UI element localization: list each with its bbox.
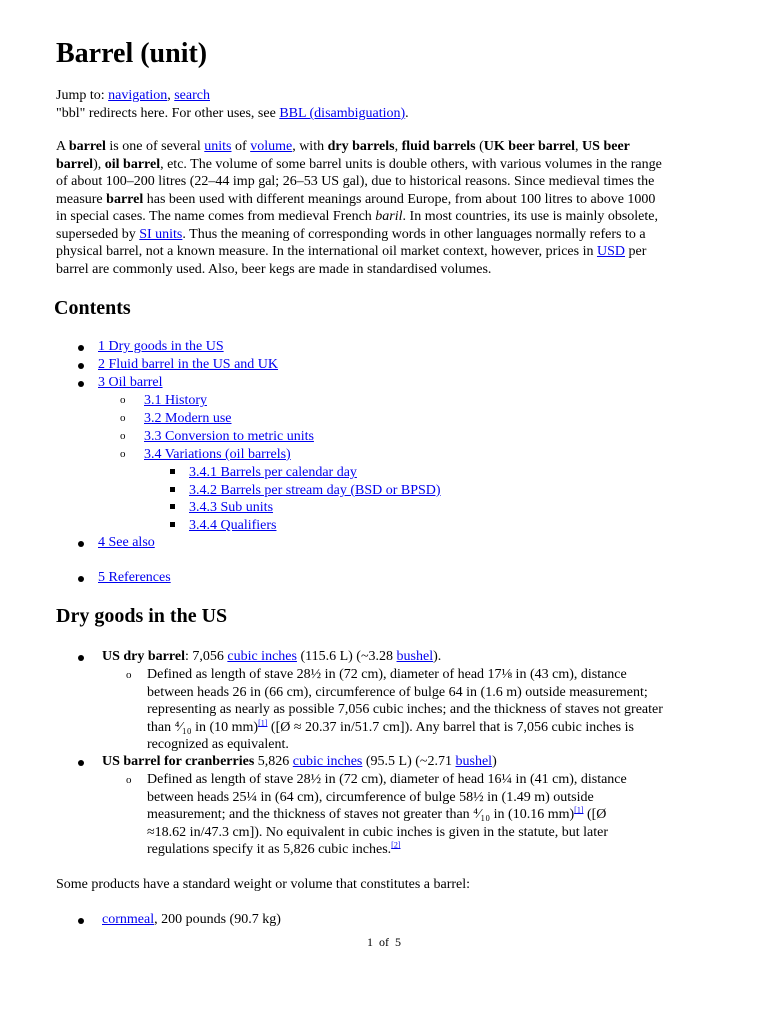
- bold-term: UK beer barrel: [483, 139, 576, 154]
- square-bullet-icon: [170, 504, 175, 509]
- intro-line-1: [56, 138, 712, 156]
- cubic-inches-link[interactable]: cubic inches: [292, 754, 363, 769]
- toc-item-calendar-day[interactable]: 3.4.1 Barrels per calendar day: [189, 465, 357, 480]
- text: 5,826: [254, 754, 293, 769]
- bold-term: barrel: [56, 156, 94, 172]
- circle-bullet-icon: o: [126, 669, 132, 681]
- navigation-link[interactable]: navigation: [108, 88, 168, 103]
- text: ): [492, 754, 497, 769]
- text: ([Ø: [583, 807, 607, 822]
- dry-barrel-def-line-2: between heads 26 in (66 cm), circumference of bulge 64 in (1.6 m) outside measurement;: [147, 685, 648, 700]
- bullet-icon: [78, 363, 84, 369]
- intro-line-5: [56, 208, 712, 226]
- bushel-link[interactable]: bushel: [455, 754, 493, 769]
- intro-line-3: of about 100–200 litres (22–44 imp gal; 26–53 US gal), due to historical reasons. Since medieval times the: [56, 174, 655, 189]
- text: ,: [394, 139, 402, 154]
- cornmeal-item: [102, 911, 281, 929]
- cranberry-def-line-4: ≈18.62 in/47.3 cm]). No equivalent in cubic inches is given in the statute, but later: [147, 825, 609, 840]
- circle-bullet-icon: o: [120, 412, 126, 424]
- intro-line-6: [56, 226, 712, 244]
- bushel-link[interactable]: bushel: [396, 649, 434, 664]
- reference-1-link[interactable]: [1]: [258, 718, 268, 728]
- text: , 200 pounds (90.7 kg): [154, 912, 281, 927]
- text: of: [231, 139, 251, 154]
- page-of: of: [379, 935, 389, 949]
- usd-link[interactable]: USD: [596, 244, 625, 259]
- bbl-disambiguation-link[interactable]: BBL (disambiguation): [279, 106, 406, 121]
- square-bullet-icon: [170, 522, 175, 527]
- bullet-icon: [78, 576, 84, 582]
- bullet-icon: [78, 541, 84, 547]
- reference-2-link[interactable]: [2]: [391, 840, 401, 850]
- page-number: 1: [367, 935, 373, 949]
- units-link[interactable]: units: [204, 139, 232, 154]
- square-bullet-icon: [170, 469, 175, 474]
- text: . Thus the meaning of corresponding words in other languages normally refers to a: [182, 226, 646, 242]
- redirect-note: [56, 105, 409, 123]
- contents-heading: Contents: [54, 297, 131, 319]
- bullet-icon: [78, 345, 84, 351]
- text: , etc. The volume of some barrel units is double others, with various volumes in the range: [160, 156, 662, 172]
- intro-line-2: [56, 156, 712, 174]
- cornmeal-link[interactable]: cornmeal: [102, 912, 155, 927]
- toc-item-references[interactable]: 5 References: [98, 570, 171, 585]
- redirect-text: "bbl" redirects here. For other uses, see: [56, 106, 280, 121]
- text: (115.6 L) (~3.28: [296, 649, 397, 664]
- toc-item-dry-goods[interactable]: 1 Dry goods in the US: [98, 339, 224, 354]
- toc-item-sub-units[interactable]: 3.4.3 Sub units: [189, 500, 274, 515]
- us-dry-barrel-label: US dry barrel: [102, 649, 185, 664]
- redirect-end: .: [405, 106, 409, 121]
- text: (95.5 L) (~2.71: [362, 754, 456, 769]
- toc-item-stream-day[interactable]: 3.4.2 Barrels per stream day (BSD or BPSD): [189, 483, 441, 498]
- intro-line-4: [56, 191, 712, 209]
- text: A: [56, 139, 69, 154]
- text: per: [625, 244, 647, 259]
- cranberry-barrel-label: US barrel for cranberries: [102, 754, 255, 769]
- circle-bullet-icon: o: [126, 774, 132, 786]
- dry-barrel-def-line-3: representing as nearly as possible 7,056 cubic inches; and the thickness of staves not greater: [147, 702, 663, 717]
- intro-paragraph: [56, 138, 712, 278]
- bold-term: oil barrel: [104, 156, 161, 172]
- bullet-icon: [78, 381, 84, 387]
- bold-term: dry barrels: [327, 139, 395, 154]
- circle-bullet-icon: o: [120, 394, 126, 406]
- text: ),: [93, 156, 105, 172]
- dry-barrel-def-line-5: recognized as equivalent.: [147, 737, 289, 752]
- square-bullet-icon: [170, 487, 175, 492]
- bold-term: fluid barrels: [401, 139, 476, 154]
- toc-item-variations[interactable]: 3.4 Variations (oil barrels): [144, 447, 291, 462]
- text: (: [475, 139, 484, 154]
- text: has been used with different meanings around Europe, from about 100 litres to above 1000: [143, 191, 656, 207]
- text: measurement; and the thickness of staves not greater than ⁴⁄₁₀ in (10.16 mm): [147, 807, 575, 822]
- text: ).: [433, 649, 442, 664]
- intro-line-7: [56, 243, 712, 261]
- toc-item-conversion[interactable]: 3.3 Conversion to metric units: [144, 429, 314, 444]
- volume-link[interactable]: volume: [250, 139, 293, 154]
- standard-weight-paragraph: Some products have a standard weight or volume that constitutes a barrel:: [56, 877, 471, 892]
- page-title: Barrel (unit): [56, 38, 208, 69]
- section-heading-dry-goods: Dry goods in the US: [56, 605, 228, 627]
- jump-sep: ,: [167, 88, 175, 103]
- toc-item-see-also[interactable]: 4 See also: [98, 535, 155, 550]
- text: , with: [292, 139, 328, 154]
- si-units-link[interactable]: SI units: [139, 226, 183, 242]
- bold-term: barrel: [68, 139, 106, 154]
- text: ([Ø ≈ 20.37 in/51.7 cm]). Any barrel that is 7,056 cubic inches is: [267, 720, 634, 735]
- circle-bullet-icon: o: [120, 448, 126, 460]
- bullet-icon: [78, 655, 84, 661]
- cranberry-def-line-2: between heads 25¼ in (64 cm), circumference of bulge 58½ in (1.49 m) outside: [147, 790, 594, 805]
- toc-item-history[interactable]: 3.1 History: [144, 393, 207, 408]
- text: in special cases. The name comes from medieval French: [56, 209, 376, 224]
- bold-term: barrel: [106, 191, 144, 207]
- text: than ⁴⁄₁₀ in (10 mm): [147, 720, 259, 735]
- jump-prefix: Jump to:: [56, 88, 109, 103]
- toc-item-fluid-barrel[interactable]: 2 Fluid barrel in the US and UK: [98, 357, 279, 372]
- text: ,: [575, 139, 583, 154]
- bullet-icon: [78, 760, 84, 766]
- dry-barrel-def-line-4: [147, 719, 634, 737]
- page-footer: [0, 934, 768, 952]
- cranberry-def-line-3: [147, 806, 606, 824]
- text: is one of several: [105, 139, 205, 154]
- cranberry-def-line-5: [147, 841, 401, 859]
- text: : 7,056: [184, 649, 228, 664]
- search-link[interactable]: search: [174, 88, 210, 103]
- toc-item-qualifiers[interactable]: 3.4.4 Qualifiers: [189, 518, 277, 533]
- text: regulations specify it as 5,826 cubic inches.: [147, 842, 392, 857]
- cubic-inches-link[interactable]: cubic inches: [227, 649, 297, 664]
- circle-bullet-icon: o: [120, 430, 126, 442]
- toc-item-modern-use[interactable]: 3.2 Modern use: [144, 411, 232, 426]
- bold-term: US beer: [582, 139, 630, 154]
- bullet-icon: [78, 918, 84, 924]
- intro-line-8: barrel are commonly used. Also, beer kegs are made in standardised volumes.: [56, 261, 492, 277]
- text: . In most countries, its use is mainly obsolete,: [402, 209, 659, 224]
- text: measure: [56, 191, 107, 207]
- text: physical barrel, not a known measure. In the international oil market context, however, prices in: [56, 244, 597, 259]
- reference-1-link[interactable]: [1]: [574, 805, 584, 815]
- text: superseded by: [56, 226, 140, 242]
- toc-item-oil-barrel[interactable]: 3 Oil barrel: [98, 375, 163, 390]
- page-total: 5: [395, 935, 401, 949]
- dry-barrel-def-line-1: Defined as length of stave 28½ in (72 cm), diameter of head 17⅛ in (43 cm), distance: [147, 667, 627, 682]
- cranberry-def-line-1: Defined as length of stave 28½ in (72 cm), diameter of head 16¼ in (41 cm), distance: [147, 772, 627, 787]
- us-dry-barrel-item: [102, 648, 441, 666]
- jump-to: [56, 87, 210, 105]
- italic-term: baril: [375, 209, 403, 224]
- cranberry-barrel-item: [102, 753, 497, 771]
